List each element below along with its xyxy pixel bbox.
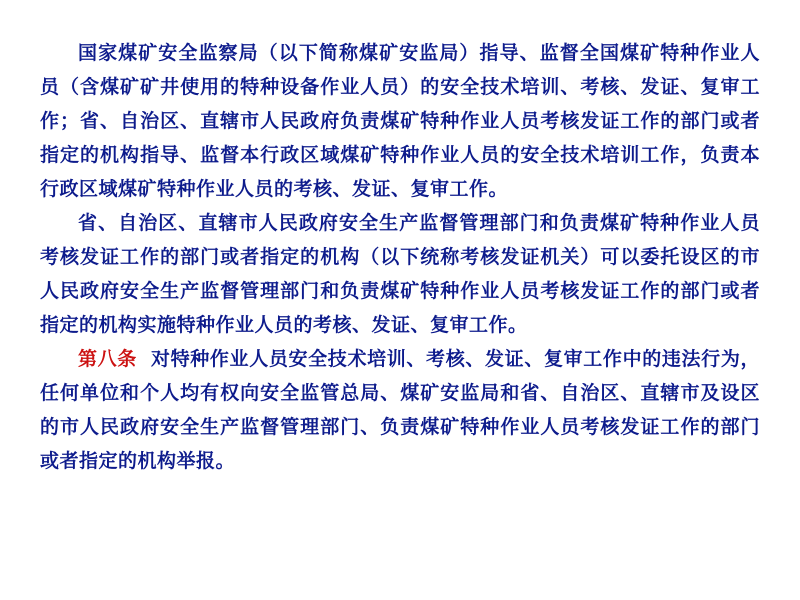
paragraph-1: 国家煤矿安全监察局（以下简称煤矿安监局）指导、监督全国煤矿特种作业人员（含煤矿矿井使用的特种设备作业人员）的安全技术培训、考核、发证、复审工作；省、自治区、直辖市人民政府负责煤矿特种作业人员考核发证工作的部门或者指定的机构指导、监督本行政区域煤矿特种作业人员的安全技术培训工作，负责本行政区域煤矿特种作业人员的考核、发证、复审工作。 — [40, 42, 760, 200]
paragraph-2: 省、自治区、直辖市人民政府安全生产监督管理部门和负责煤矿特种作业人员考核发证工作的部门或者指定的机构（以下统称考核发证机关）可以委托设区的市人民政府安全生产监督管理部门和负责煤矿特种作业人员考核发证工作的部门或者指定的机构实施特种作业人员的考核、发证、复审工作。 — [40, 212, 760, 336]
article-8-title: 第八条 — [78, 348, 137, 370]
document-page — [40, 36, 760, 478]
article-8-paragraph — [40, 342, 760, 478]
article-8-text: 对特种作业人员安全技术培训、考核、发证、复审工作中的违法行为，任何单位和个人均有权向安全监管总局、煤矿安监局和省、自治区、直辖市及设区的市人民政府安全生产监督管理部门、负责煤矿特种作业人员考核发证工作的部门或者指定的机构举报。 — [40, 348, 760, 472]
